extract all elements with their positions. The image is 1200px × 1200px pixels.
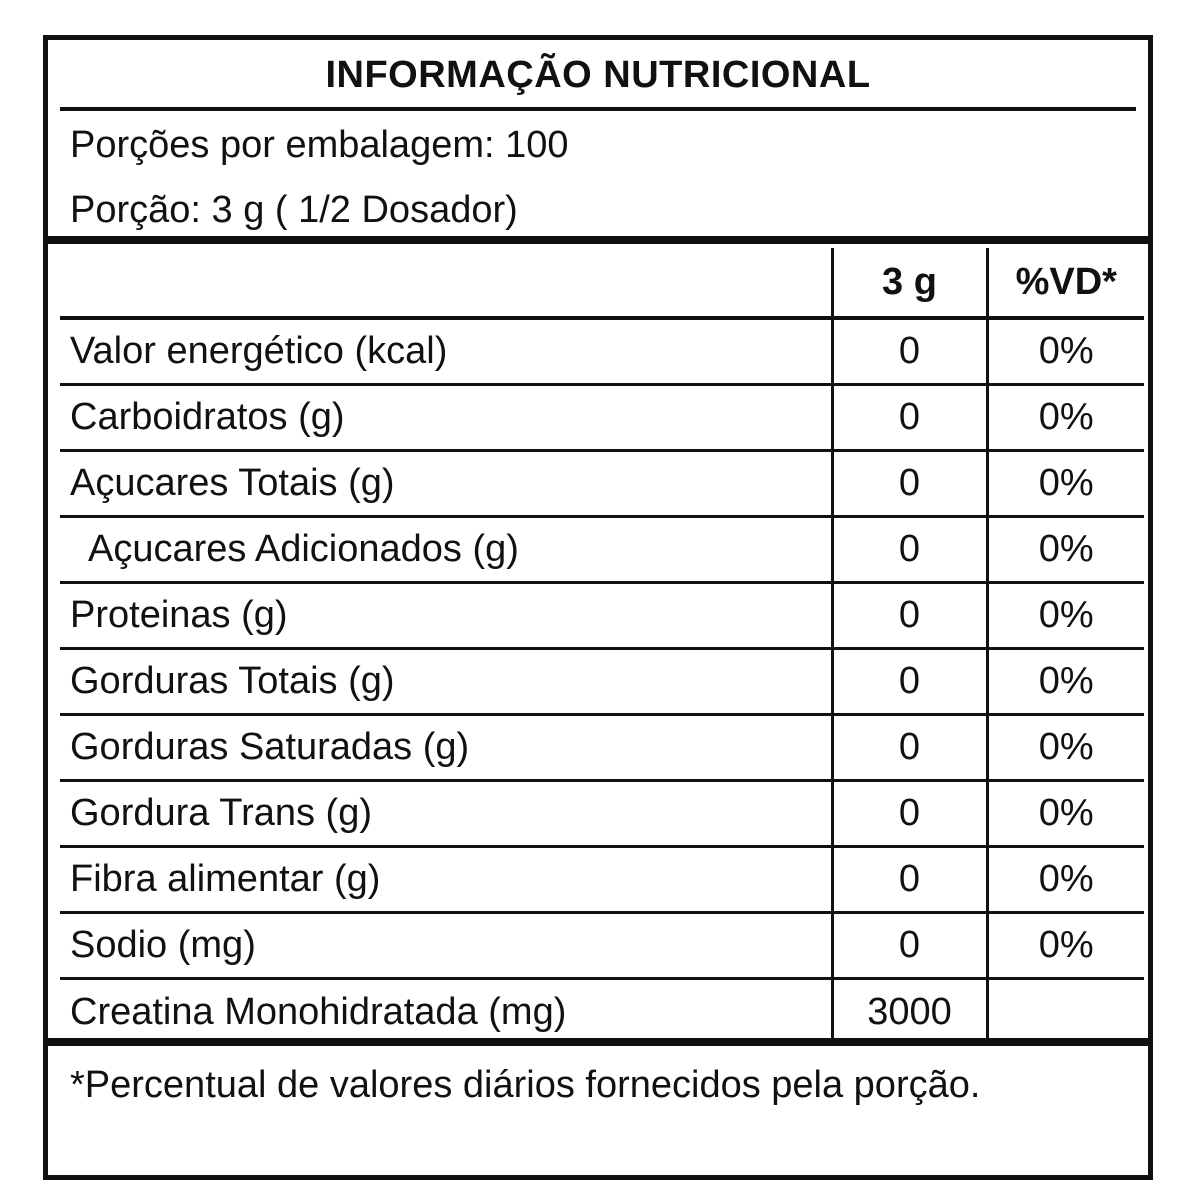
- nutrient-name: Sodio (mg): [60, 912, 832, 978]
- nutrient-daily-value: 0%: [987, 714, 1144, 780]
- nutrient-name: Gordura Trans (g): [60, 780, 832, 846]
- label-title: INFORMAÇÃO NUTRICIONAL: [325, 54, 871, 96]
- nutrition-facts-label: [43, 35, 1153, 1180]
- title-divider: [60, 107, 1136, 111]
- table-row: [60, 912, 1144, 978]
- nutrient-name: Gorduras Saturadas (g): [60, 714, 832, 780]
- table-row: [60, 846, 1144, 912]
- nutrient-amount: 0: [832, 780, 987, 846]
- section-divider-bottom: [48, 1038, 1148, 1046]
- nutrient-daily-value: 0%: [987, 912, 1144, 978]
- nutrient-name: Açucares Adicionados (g): [60, 516, 832, 582]
- nutrient-daily-value: 0%: [987, 648, 1144, 714]
- nutrient-name: Valor energético (kcal): [60, 318, 832, 384]
- nutrient-daily-value: [987, 978, 1144, 1044]
- nutrient-daily-value: 0%: [987, 516, 1144, 582]
- table-row: [60, 978, 1144, 1044]
- table-header-row: [60, 248, 1144, 318]
- nutrient-name: Carboidratos (g): [60, 384, 832, 450]
- table-row: [60, 648, 1144, 714]
- nutrient-amount: 0: [832, 516, 987, 582]
- nutrition-table: [60, 248, 1144, 1044]
- nutrient-amount: 0: [832, 450, 987, 516]
- header-amount: 3 g: [832, 248, 987, 318]
- nutrient-amount: 0: [832, 582, 987, 648]
- daily-value-footnote: *Percentual de valores diários fornecidos pela porção.: [70, 1064, 981, 1106]
- nutrient-daily-value: 0%: [987, 384, 1144, 450]
- nutrient-name: Creatina Monohidratada (mg): [70, 990, 567, 1033]
- nutrient-name: Açucares Totais (g): [60, 450, 832, 516]
- table-row: [60, 582, 1144, 648]
- nutrient-amount: 0: [832, 648, 987, 714]
- nutrient-name: Gorduras Totais (g): [60, 648, 832, 714]
- nutrient-amount: 0: [832, 846, 987, 912]
- nutrient-daily-value: 0%: [987, 318, 1144, 384]
- table-row: [60, 780, 1144, 846]
- nutrient-daily-value: 0%: [987, 846, 1144, 912]
- nutrient-daily-value: 0%: [987, 582, 1144, 648]
- table-row: [60, 714, 1144, 780]
- nutrient-amount: 0: [832, 714, 987, 780]
- section-divider-top: [48, 236, 1148, 244]
- nutrient-daily-value: 0%: [987, 780, 1144, 846]
- nutrient-name: Proteinas (g): [60, 582, 832, 648]
- table-row: [60, 384, 1144, 450]
- table-row: [60, 450, 1144, 516]
- nutrient-amount: 0: [832, 384, 987, 450]
- nutrient-daily-value: 0%: [987, 450, 1144, 516]
- nutrient-amount: 3000: [832, 978, 987, 1044]
- header-nutrient: [60, 248, 832, 318]
- table-row: [60, 516, 1144, 582]
- serving-size: Porção: 3 g ( 1/2 Dosador): [70, 189, 518, 231]
- nutrient-amount: 0: [832, 318, 987, 384]
- nutrient-amount: 0: [832, 912, 987, 978]
- nutrient-name: Fibra alimentar (g): [60, 846, 832, 912]
- table-row: [60, 318, 1144, 384]
- servings-per-package: Porções por embalagem: 100: [70, 124, 569, 166]
- header-daily-value: %VD*: [987, 248, 1144, 318]
